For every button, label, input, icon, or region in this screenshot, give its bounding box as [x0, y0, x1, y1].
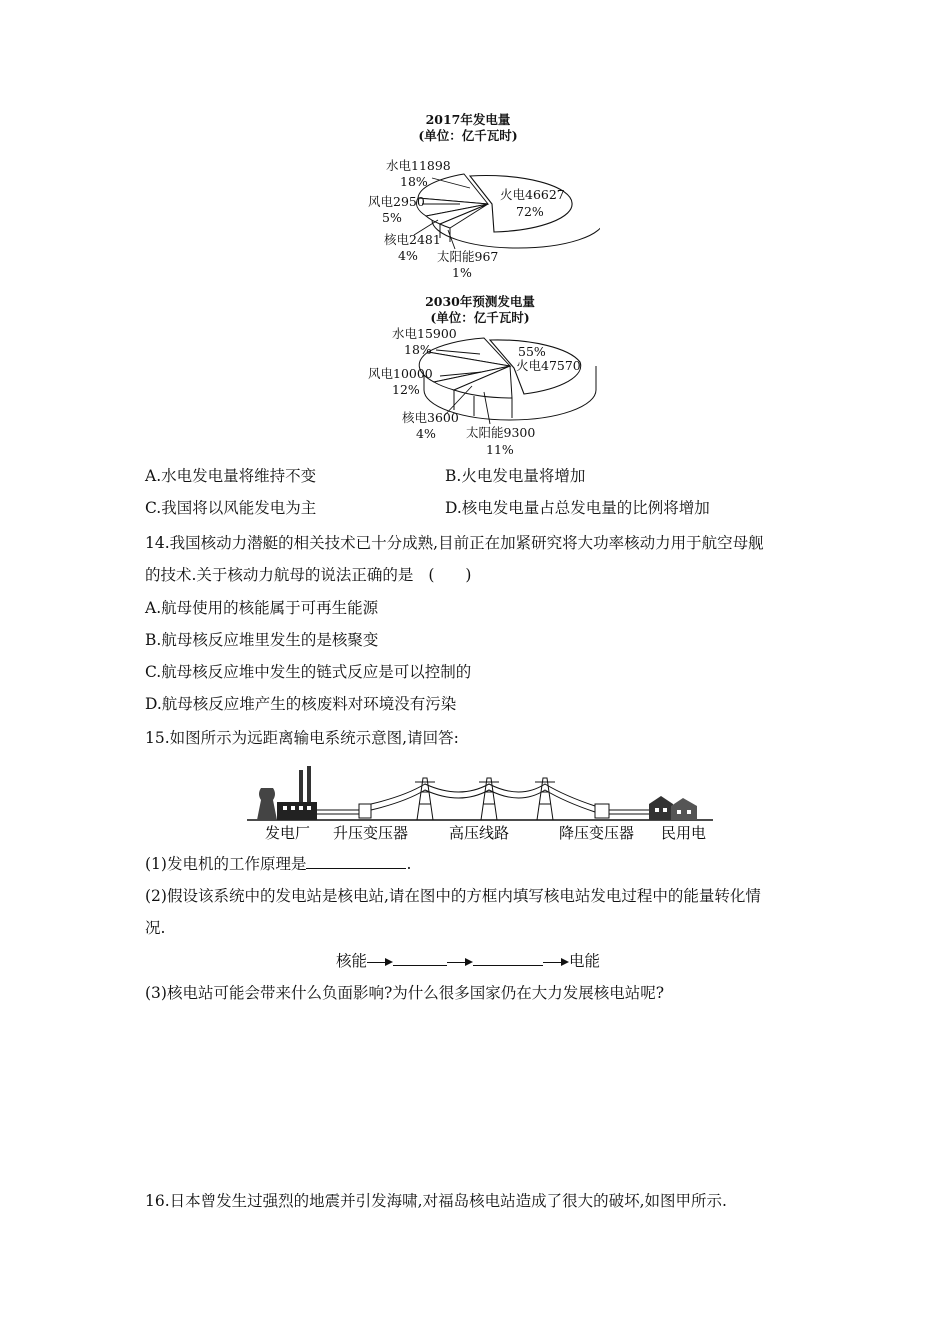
label-hydro-2017: 水电11898 [386, 158, 451, 173]
energy-chain-end: 电能 [569, 952, 601, 970]
q15-sub2-line1: (2)假设该系统中的发电站是核电站,请在图中的方框内填写核电站发电过程中的能量转化情 [145, 887, 761, 905]
q14-answer-paren: ( ) [428, 566, 472, 584]
chart-title-2017: 2017年发电量 [425, 112, 511, 127]
q15-sub2-line2: 况. [145, 919, 166, 937]
diagram-label-step-down: 降压变压器 [559, 824, 635, 842]
pct-hydro-2030: 18% [404, 342, 432, 357]
pie-chart-2017 [360, 108, 600, 283]
q14-stem-text: 的技术.关于核动力航母的说法正确的是 [145, 566, 414, 584]
q14-option-c: C.航母核反应堆中发生的链式反应是可以控制的 [145, 663, 472, 681]
label-solar-2017: 太阳能967 [437, 249, 499, 264]
energy-chain-start: 核能 [336, 952, 368, 970]
q15-sub1-blank[interactable] [306, 854, 406, 869]
diagram-label-residential: 民用电 [661, 824, 707, 842]
pie-chart-2030 [362, 290, 602, 462]
q15-sub1-text: (1)发电机的工作原理是 [145, 855, 307, 873]
q15-sub1-period: . [406, 855, 412, 873]
pct-fire-2030: 55% [518, 344, 546, 359]
pct-fire-2017: 72% [516, 204, 544, 219]
q15-sub1 [145, 854, 411, 874]
pct-wind-2030: 12% [392, 382, 420, 397]
q14-stem-line2 [145, 565, 471, 585]
pct-wind-2017: 5% [382, 210, 402, 225]
q13-option-d: D.核电发电量占总发电量的比例将增加 [445, 499, 710, 517]
q15-stem: 15.如图所示为远距离输电系统示意图,请回答: [145, 729, 459, 747]
q14-option-d: D.航母核反应堆产生的核废料对环境没有污染 [145, 695, 457, 713]
diagram-label-hv-line: 高压线路 [449, 824, 510, 842]
label-wind-2017: 风电2950 [368, 194, 425, 209]
label-wind-2030: 风电10000 [368, 366, 433, 381]
arrow-right-icon [367, 957, 393, 967]
transmission-diagram [245, 760, 715, 844]
q14-option-b: B.航母核反应堆里发生的是核聚变 [145, 631, 379, 649]
power-plant-icon [257, 766, 317, 820]
diagram-label-step-up: 升压变压器 [333, 824, 409, 842]
houses-icon [649, 796, 697, 820]
label-solar-2030: 太阳能9300 [466, 425, 536, 440]
label-hydro-2030: 水电15900 [392, 326, 457, 341]
arrow-right-icon [543, 957, 569, 967]
chart-title-2030: 2030年预测发电量 [425, 294, 535, 309]
q14-option-a: A.航母使用的核能属于可再生能源 [145, 599, 379, 617]
q14-stem-line1: 14.我国核动力潜艇的相关技术已十分成熟,目前正在加紧研究将大功率核动力用于航空母舰 [145, 534, 764, 552]
pct-nuclear-2017: 4% [398, 248, 418, 263]
pct-solar-2030: 11% [486, 442, 514, 457]
q15-sub3: (3)核电站可能会带来什么负面影响?为什么很多国家仍在大力发展核电站呢? [145, 984, 665, 1002]
step-down-transformer-icon [595, 804, 609, 818]
step-up-transformer-icon [359, 804, 371, 818]
chart-subtitle-2030: (单位：亿千瓦时) [430, 310, 530, 325]
energy-chain-blank-2[interactable] [473, 951, 543, 966]
pct-hydro-2017: 18% [400, 174, 428, 189]
pct-solar-2017: 1% [452, 265, 472, 280]
label-fire-2017: 火电46627 [500, 187, 565, 202]
q16-stem: 16.日本曾发生过强烈的地震并引发海啸,对福岛核电站造成了很大的破坏,如图甲所示. [145, 1192, 727, 1210]
energy-chain [336, 951, 600, 971]
chart-subtitle-2017: (单位：亿千瓦时) [418, 128, 518, 143]
diagram-label-power-plant: 发电厂 [265, 824, 311, 842]
label-nuclear-2017: 核电2481 [384, 232, 441, 247]
q13-option-c: C.我国将以风能发电为主 [145, 499, 317, 517]
q13-option-a: A.水电发电量将维持不变 [145, 467, 317, 485]
pct-nuclear-2030: 4% [416, 426, 436, 441]
label-nuclear-2030: 核电3600 [402, 410, 459, 425]
energy-chain-blank-1[interactable] [393, 951, 447, 966]
arrow-right-icon [447, 957, 473, 967]
q13-option-b: B.火电发电量将增加 [445, 467, 586, 485]
label-fire-2030: 火电47570 [516, 358, 581, 373]
